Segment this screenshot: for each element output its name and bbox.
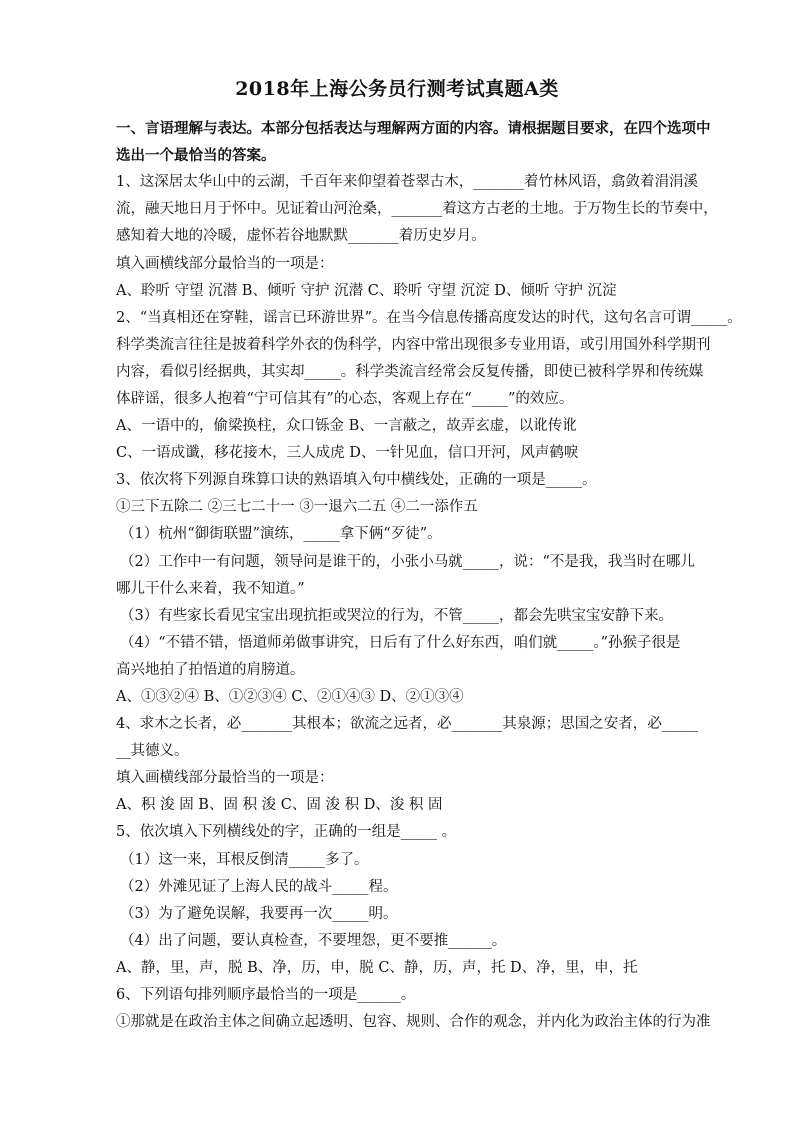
answer-options: A、静，里，声，脱 B、净，历，申，脱 C、静，历，声，托 D、净，里，申，托 <box>116 960 638 976</box>
text-line: ①那就是在政治主体之间确立起透明、包容、规则、合作的观念，并内化为政治主体的行为准 <box>116 1014 711 1030</box>
section-heading-line-1: 一、言语理解与表达。本部分包括表达与理解两方面的内容。请根据题目要求，在四个选项中 <box>116 120 711 137</box>
answer-options: A、一语中的，偷梁换柱，众口铄金 B、一言蔽之，故弄玄虚，以讹传讹 <box>116 418 577 434</box>
text-line: 3、依次将下列源自珠算口诀的熟语填入句中横线处，正确的一项是_____。 <box>116 472 597 488</box>
text-line: __其德义。 <box>116 743 189 759</box>
text-line: （1）这一来，耳根反倒清_____多了。 <box>120 852 369 868</box>
answer-options: A、积 浚 固 B、固 积 浚 C、固 浚 积 D、浚 积 固 <box>116 797 443 813</box>
text-line: （3）为了避免误解，我要再一次_____明。 <box>120 906 398 922</box>
text-line: 1、这深居太华山中的云湖，千百年来仰望着苍翠古木，_______着竹林风语，翕敛着涓涓溪 <box>116 174 698 190</box>
text-line: 2、“当真相还在穿鞋，谣言已环游世界”。在当今信息传播高度发达的时代，这句名言可谓_____。 <box>116 310 742 326</box>
text-line: 体辟谣，很多人抱着“宁可信其有”的心态，客观上存在“_____”的效应。 <box>116 391 574 407</box>
text-line: 感知着大地的冷暖，虚怀若谷地默默_______着历史岁月。 <box>116 228 486 244</box>
text-line: （4）出了问题，要认真检查，不要埋怨，更不要推______。 <box>120 933 507 949</box>
text-line: 6、下列语句排列顺序最恰当的一项是______。 <box>116 987 416 1003</box>
page-title: 2018年上海公务员行测考试真题A类 <box>235 78 559 100</box>
text-line: （1）杭州“御街联盟”演练，_____拿下俩“歹徒”。 <box>120 526 442 542</box>
text-line: 填入画横线部分最恰当的一项是： <box>116 770 334 786</box>
text-line: 流，融天地日月于怀中。见证着山河沧桑，_______着这方古老的土地。于万物生长的节奏中， <box>116 201 718 217</box>
text-line: （2）工作中一有问题，领导问是谁干的，小张小马就_____，说：“不是我，我当时在哪儿 <box>120 554 695 570</box>
text-line: 4、求木之长者，必_______其根本；欲流之远者，必_______其泉源；思国之安者，必_____ <box>116 716 698 732</box>
answer-options: A、聆听 守望 沉潜 B、倾听 守护 沉潜 C、聆听 守望 沉淀 D、倾听 守护 沉淀 <box>116 283 617 299</box>
text-line: ①三下五除二 ②三七二十一 ③一退六二五 ④二一添作五 <box>116 499 478 515</box>
text-line: （4）“不错不错，悟道师弟做事讲究，日后有了什么好东西，咱们就_____。”孙猴子很是 <box>120 635 681 651</box>
section-heading-line-2: 选出一个最恰当的答案。 <box>116 147 276 164</box>
answer-options: C、一语成谶，移花接木，三人成虎 D、一针见血，信口开河，风声鹤唳 <box>116 445 579 461</box>
text-line: 内容，看似引经据典，其实却_____。科学类流言经常会反复传播，即使已被科学界和传统媒 <box>116 364 704 380</box>
text-line: 5、依次填入下列横线处的字，正确的一组是_____ 。 <box>116 824 457 840</box>
text-line: 填入画横线部分最恰当的一项是： <box>116 256 334 272</box>
text-line: （3）有些家长看见宝宝出现抗拒或哭泣的行为，不管_____，都会先哄宝宝安静下来。 <box>120 608 673 624</box>
answer-options: A、①③②④ B、①②③④ C、②①④③ D、②①③④ <box>116 689 464 705</box>
text-line: （2）外滩见证了上海人民的战斗_____程。 <box>120 879 398 895</box>
text-line: 哪儿干什么来着，我不知道。” <box>116 581 305 597</box>
text-line: 高兴地拍了拍悟道的肩膀道。 <box>116 662 305 678</box>
text-line: 科学类流言往往是披着科学外衣的伪科学，内容中常出现很多专业用语，或引用国外科学期刊 <box>116 337 711 353</box>
